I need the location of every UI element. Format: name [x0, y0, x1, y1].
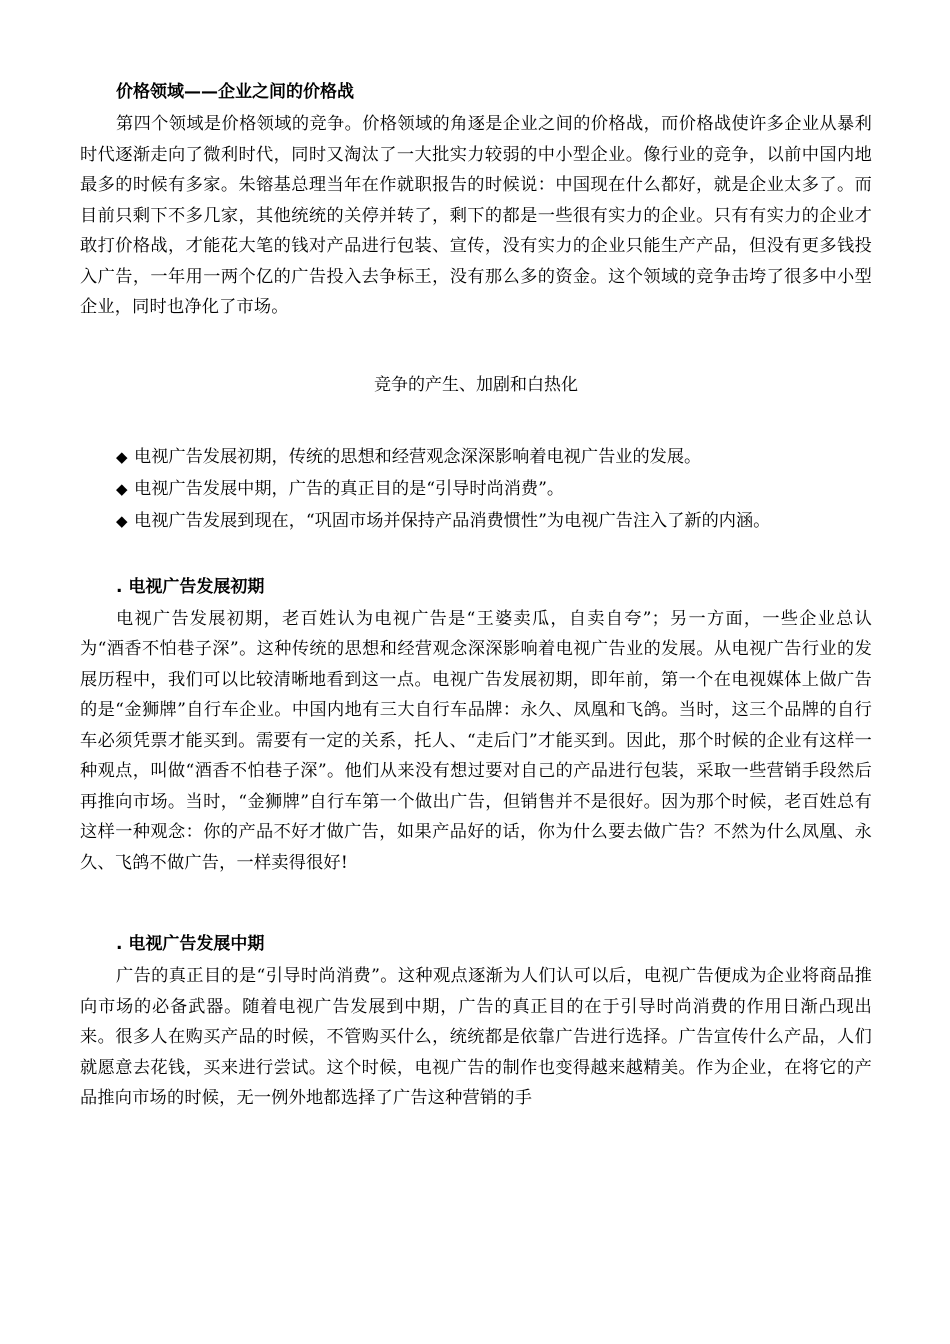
- bullet-list: [80, 441, 872, 537]
- mid-period-heading: . 电视广告发展中期: [116, 934, 265, 954]
- price-section-paragraph: 第四个领域是价格领域的竞争。价格领域的角逐是企业之间的价格战，而价格战使许多企业从暴利时代逐渐走向了微利时代，同时又淘汰了一大批实力较弱的中小型企业。像行业的竞争，以前中国内地最多的时候有多家。朱镕基总理当年在作就职报告的时候说：中国现在什么都好，就是企业太多了。而目前只剩下不多几家，其他统统的关停并转了，剩下的都是一些很有实力的企业。只有有实力的企业才敢打价格战，才能花大笔的钱对产品进行包装、宣传，没有实力的企业只能生产产品，但没有更多钱投入广告，一年用一两个亿的广告投入去争标王，没有那么多的资金。这个领域的竞争击垮了很多中小型企业，同时也净化了市场。: [80, 114, 872, 317]
- mid-period-paragraph: 广告的真正目的是“引导时尚消费”。这种观点逐渐为人们认可以后，电视广告便成为企业将商品推向市场的必备武器。随着电视广告发展到中期，广告的真正目的在于引导时尚消费的作用日渐凸现出来。很多人在购买产品的时候，不管购买什么，统统都是依靠广告进行选择。广告宣传什么产品，人们就愿意去花钱，买来进行尝试。这个时候，电视广告的制作也变得越来越精美。作为企业，在将它的产品推向市场的时候，无一例外地都选择了广告这种营销的手: [80, 966, 872, 1108]
- diamond-bullet-icon: ◆: [116, 479, 128, 498]
- price-section-heading: 价格领域——企业之间的价格战: [116, 82, 354, 102]
- document-page: [80, 76, 872, 1114]
- bullet-text: 电视广告发展中期，广告的真正目的是“引导时尚消费”。: [134, 478, 565, 499]
- bullet-text: 电视广告发展初期，传统的思想和经营观念深深影响着电视广告业的发展。: [134, 446, 702, 467]
- bullet-item-early: [116, 441, 872, 473]
- early-period-heading: . 电视广告发展初期: [116, 576, 265, 597]
- bullet-item-mid: [116, 473, 872, 505]
- bullet-item-now: [116, 505, 872, 537]
- diamond-bullet-icon: ◆: [116, 447, 128, 466]
- competition-title: 竞争的产生、加剧和白热化: [374, 374, 578, 395]
- bullet-text: 电视广告发展到现在，“巩固市场并保持产品消费惯性”为电视广告注入了新的内涵。: [134, 510, 771, 531]
- early-period-paragraph: 电视广告发展初期，老百姓认为电视广告是“王婆卖瓜，自卖自夸”；另一方面，一些企业总认为“酒香不怕巷子深”。这种传统的思想和经营观念深深影响着电视广告业的发展。从电视广告行业的发展历程中，我们可以比较清晰地看到这一点。电视广告发展初期，即年前，第一个在电视媒体上做广告的是“金狮牌”自行车企业。中国内地有三大自行车品牌：永久、凤凰和飞鸽。当时，这三个品牌的自行车必须凭票才能买到。需要有一定的关系，托人、“走后门”才能买到。因此，那个时候的企业有这样一种观点，叫做“酒香不怕巷子深”。他们从来没有想过要对自己的产品进行包装，采取一些营销手段然后再推向市场。当时，“金狮牌”自行车第一个做出广告，但销售并不是很好。因为那个时候，老百姓总有这样一种观念：你的产品不好才做广告，如果产品好的话，你为什么要去做广告？不然为什么凤凰、永久、飞鸽不做广告，一样卖得很好!: [80, 608, 872, 873]
- diamond-bullet-icon: ◆: [116, 511, 128, 530]
